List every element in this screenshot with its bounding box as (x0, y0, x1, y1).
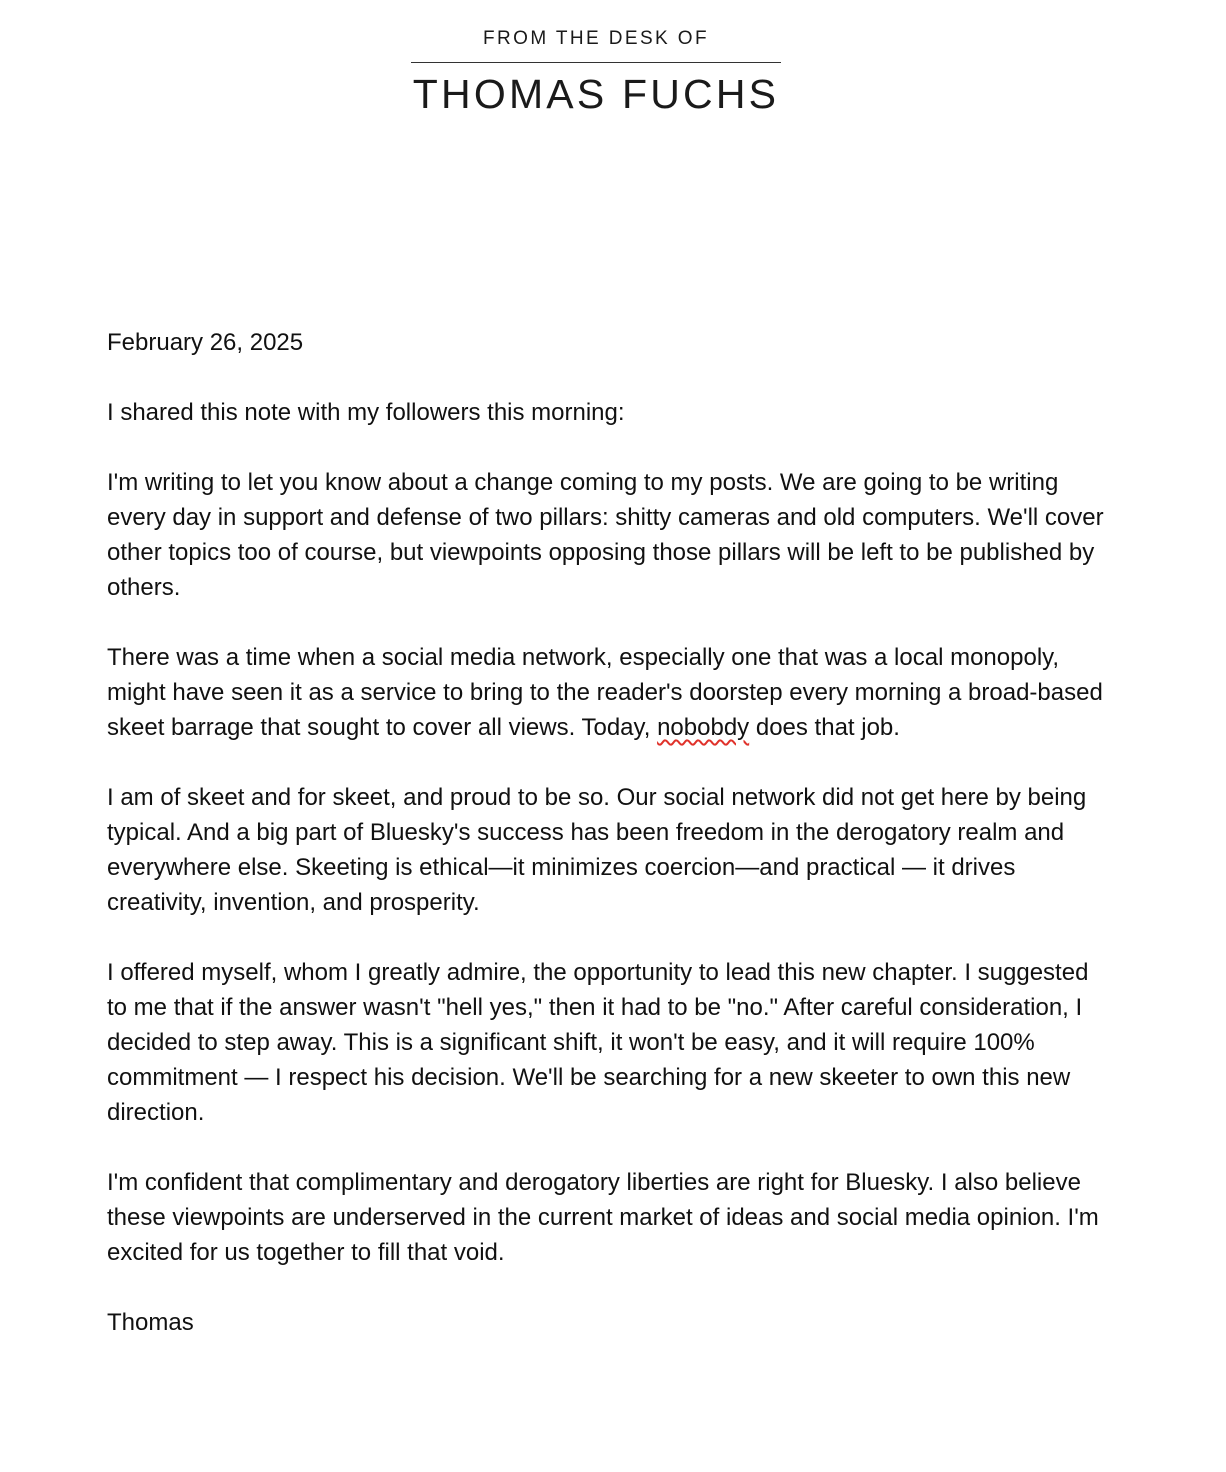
letter-body[interactable] (107, 325, 1107, 1375)
paragraph-2-text-after: does that job. (749, 714, 900, 741)
paragraph-2-text-before: There was a time when a social media network, especially one that was a local monopoly, might have seen it as a service to bring to the reader's doorstep every morning a broad-based skeet barrage that sought to cover all views. Today, (107, 644, 1103, 741)
letter-paragraph-3: I am of skeet and for skeet, and proud to be so. Our social network did not get here by being typical. And a big part of Bluesky's success has been freedom in the derogatory realm and everywhere else. Skeeting is ethical—it minimizes coercion—and practical — it drives creativity, invention, and prosperity. (107, 784, 1087, 916)
letter-paragraph-4: I offered myself, whom I greatly admire, the opportunity to lead this new chapter. I suggested to me that if the answer wasn't "hell yes," then it had to be "no." After careful consideration, I decided to step away. This is a significant shift, it won't be easy, and it will require 100% commitment — I respect his decision. We'll be searching for a new skeeter to own this new direction. (107, 959, 1089, 1126)
letter-paragraph-2 (107, 640, 1107, 745)
letterhead-name: THOMAS FUCHS (412, 71, 780, 117)
letter-paragraph-5: I'm confident that complimentary and derogatory liberties are right for Bluesky. I also believe these viewpoints are underserved in the current market of ideas and social media opinion. I'm excited for us together to fill that void. (107, 1169, 1099, 1266)
letter-intro: I shared this note with my followers this morning: (107, 399, 625, 426)
letterhead-from-line: FROM THE DESK OF (483, 28, 709, 49)
letterhead (411, 28, 781, 119)
letter-paragraph-1: I'm writing to let you know about a change coming to my posts. We are going to be writing every day in support and defense of two pillars: shitty cameras and old computers. We'll cover other topics too of course, but viewpoints opposing those pillars will be left to be published by others. (107, 469, 1104, 601)
letter-date: February 26, 2025 (107, 329, 304, 356)
letterhead-divider (411, 62, 781, 63)
letter-signature: Thomas (107, 1309, 194, 1336)
misspelled-word[interactable]: nobobdy (657, 714, 750, 741)
